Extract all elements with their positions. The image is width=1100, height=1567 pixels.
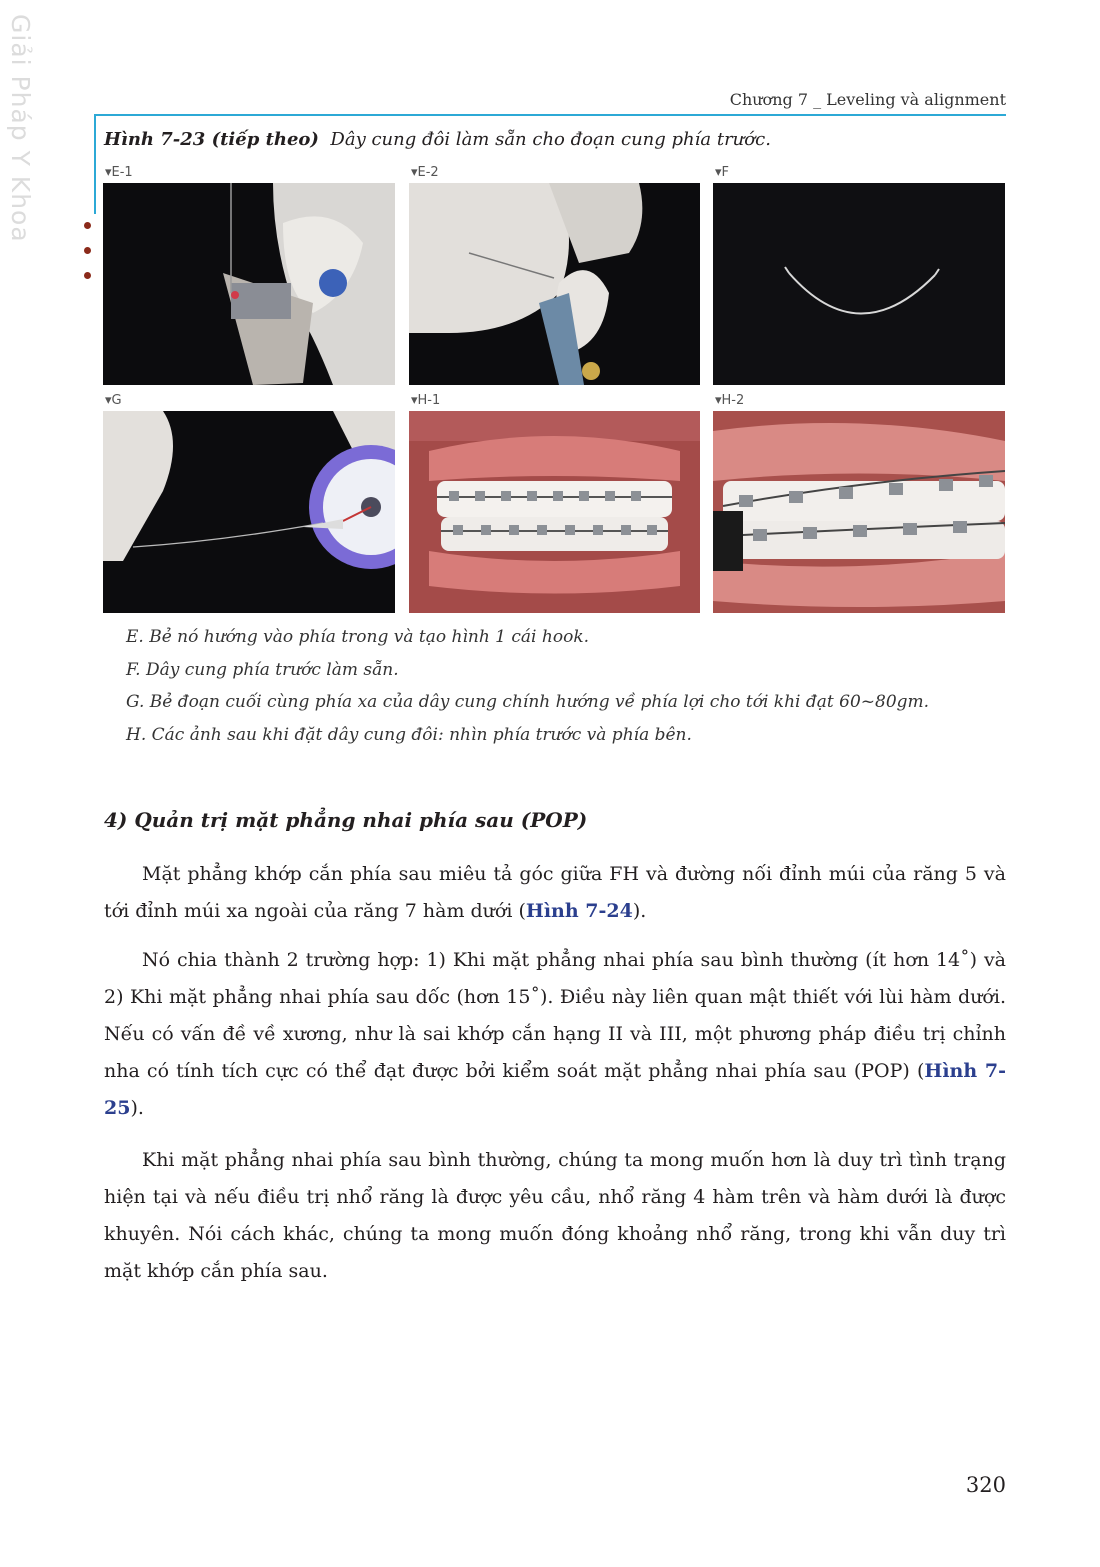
figure-caption — [104, 129, 771, 150]
photo-panel-g — [103, 393, 395, 613]
photo-e1-gloved-hand-pliers — [103, 183, 395, 385]
figure-reference-link[interactable]: Hình 7-25 — [104, 1060, 1006, 1119]
panel-label: ▾E-1 — [105, 165, 133, 180]
photo-panel-e1 — [103, 165, 395, 385]
paragraph-text: ). — [632, 900, 647, 922]
header-rule — [94, 114, 1006, 116]
photo-h2-lateral-typodont — [713, 411, 1005, 613]
photo-e2-bending-wire — [409, 183, 700, 385]
figure-legend-item: H. Các ảnh sau khi đặt dây cung đôi: nhìn phía trước và phía bên. — [126, 725, 692, 745]
running-header: Chương 7 _ Leveling và alignment — [729, 90, 1006, 109]
photo-h1-frontal-typodont — [409, 411, 700, 613]
paragraph-text: Mặt phẳng khớp cắn phía sau miêu tả góc giữa FH và đường nối đỉnh múi của răng 5 và tới đỉnh múi xa ngoài của răng 7 hàm dưới ( — [104, 863, 1006, 922]
paragraph-text: ). — [130, 1097, 144, 1119]
section-heading: 4) Quản trị mặt phẳng nhai phía sau (POP) — [104, 808, 588, 832]
figure-legend-item: F. Dây cung phía trước làm sẵn. — [126, 660, 399, 680]
figure-caption-text: Dây cung đôi làm sẵn cho đoạn cung phía trước. — [330, 129, 771, 150]
panel-label: ▾E-2 — [411, 165, 439, 180]
paragraph-text: Nó chia thành 2 trường hợp: 1) Khi mặt phẳng nhai phía sau bình thường (ít hơn 14˚) và 2) Khi mặt phẳng nhai phía sau dốc (hơn 15˚). Điều này liên quan mật thiết với lùi hàm dưới. Nếu có vấn đề về xương, như là sai khớp cắn hạng II và III, một phương pháp điều trị chỉnh nha có tính tích cực có thể đạt được bởi kiểm soát mặt phẳng nhai phía sau (POP) ( — [104, 949, 1006, 1082]
figure-reference-link[interactable]: Hình 7-24 — [525, 900, 633, 922]
bullet-dot — [84, 272, 91, 279]
figure-caption-label: Hình 7-23 (tiếp theo) — [104, 129, 319, 150]
panel-label: ▾F — [715, 165, 730, 180]
body-paragraph — [104, 942, 1006, 1127]
watermark: Giải Pháp Y Khoa — [6, 14, 35, 243]
page-number: 320 — [965, 1473, 1006, 1497]
body-paragraph — [104, 856, 1006, 930]
panel-label: ▾G — [105, 393, 122, 408]
bullet-dot — [84, 247, 91, 254]
panel-label: ▾H-1 — [411, 393, 441, 408]
panel-label: ▾H-2 — [715, 393, 745, 408]
body-paragraph: Khi mặt phẳng nhai phía sau bình thường, chúng ta mong muốn hơn là duy trì tình trạng hiện tại và nếu điều trị nhổ răng là được yêu cầu, nhổ răng 4 hàm trên và hàm dưới là được khuyên. Nói cách khác, chúng ta mong muốn đóng khoảng nhổ răng, trong khi vẫn duy trì mặt khớp cắn phía sau. — [104, 1149, 1006, 1282]
photo-panel-h2 — [713, 393, 1005, 613]
photo-g-force-gauge — [103, 411, 395, 613]
photo-panel-e2 — [409, 165, 700, 385]
photo-f-prefabricated-arch-wire — [713, 183, 1005, 385]
photo-panel-h1 — [409, 393, 700, 613]
figure-legend-item: G. Bẻ đoạn cuối cùng phía xa của dây cung chính hướng về phía lợi cho tới khi đạt 60~80gm. — [126, 692, 930, 712]
figure-legend-item: E. Bẻ nó hướng vào phía trong và tạo hình 1 cái hook. — [126, 627, 590, 647]
photo-panel-f — [713, 165, 1005, 385]
side-rule — [94, 114, 96, 214]
bullet-dot — [84, 222, 91, 229]
